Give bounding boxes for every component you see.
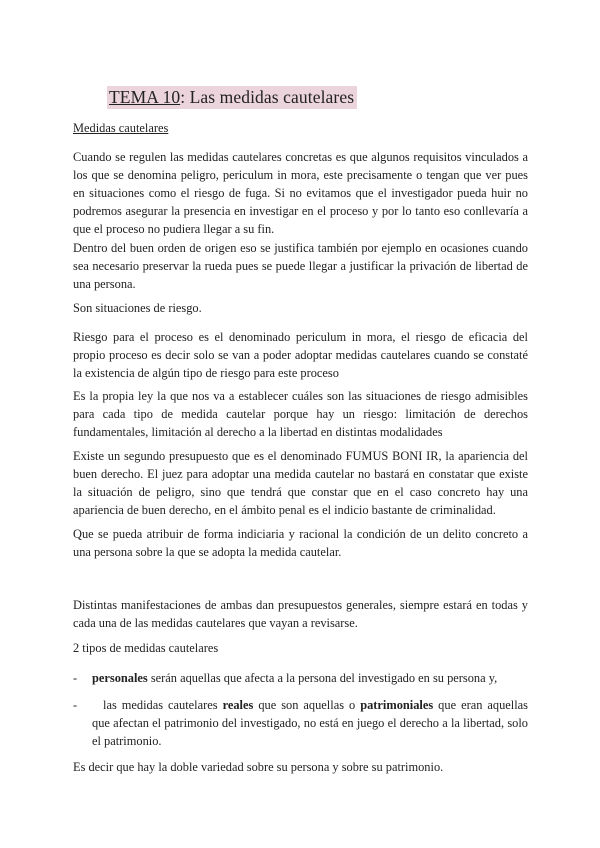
term-reales: reales [222,698,254,712]
paragraph-7: Que se pueda atribuir de forma indiciaria y racional la condición de un delito concreto a una persona sobre la que se adopta la medida cautelar. [73,527,528,559]
paragraph-4: Riesgo para el proceso es el denominado periculum in mora, el riesgo de eficacia del propio proceso es decir solo se van a poder adoptar medidas cautelares cuando se constaté la existencia de algún tipo de riesgo para este proceso [73,330,528,380]
bullet-text: serán aquellas que afecta a la persona del investigado en su persona y, [147,671,498,685]
paragraph-6: Existe un segundo presupuesto que es el denominado FUMUS BONI IR, la apariencia del buen derecho. El juez para adoptar una medida cautelar no bastará en constatar que existe la situación de peligro, sino que tendrá que constar que en el caso concreto hay una apariencia de buen derecho, en el ámbito penal es el indicio bastante de criminalidad. [73,449,528,517]
closing-paragraph: Es decir que hay la doble variedad sobre su persona y sobre su patrimonio. [73,760,444,774]
page-title [107,86,357,109]
term-personales: personales [92,671,148,685]
bullet-item-reales [92,696,528,750]
paragraph-5: Es la propia ley la que nos va a establecer cuáles son las situaciones de riesgo admisibles para cada tipo de medida cautelar porque hay un riesgo: limitación de derechos fundamentales, limitación al derecho a la libertad en distintas modalidades [73,389,528,439]
paragraph-3: Son situaciones de riesgo. [73,301,202,315]
bullet-marker-1: - [73,671,78,685]
paragraph-9: 2 tipos de medidas cautelares [73,641,219,655]
paragraph-2: Dentro del buen orden de origen eso se justifica también por ejemplo en ocasiones cuando sea necesario preservar la rueda pues se puede llegar a justificar la privación de libertad de una persona. [73,241,528,291]
bullet-text: que eran aquellas que afectan el patrimonio del investigado, no está en juego el derecho a la libertad, solo el patrimonio. [92,698,528,748]
title-topic-number: TEMA 10 [109,87,181,107]
paragraph-8: Distintas manifestaciones de ambas dan presupuestos generales, siempre estará en todas y cada una de las medidas cautelares que vayan a revisarse. [73,598,528,630]
term-patrimoniales: patrimoniales [360,698,434,712]
bullet-marker-2: - [73,698,78,712]
section-subheading: Medidas cautelares [73,121,169,135]
bullet-text: que son aquellas o [253,698,361,712]
bullet-text: las medidas cautelares [103,698,223,712]
paragraph-1: Cuando se regulen las medidas cautelares concretas es que algunos requisitos vinculados a los que se denomina peligro, periculum in mora, este precisamente o tengan que ver pues en situaciones como el riesgo de fuga. Si no evitamos que el investigador pueda huir no podremos asegurar la presencia en investigar en el proceso y por lo tanto eso conllevaría a que el proceso no pudiera llegar a su fin. [73,150,528,236]
title-topic-name: : Las medidas cautelares [180,87,355,107]
bullet-item-personales [92,669,528,687]
